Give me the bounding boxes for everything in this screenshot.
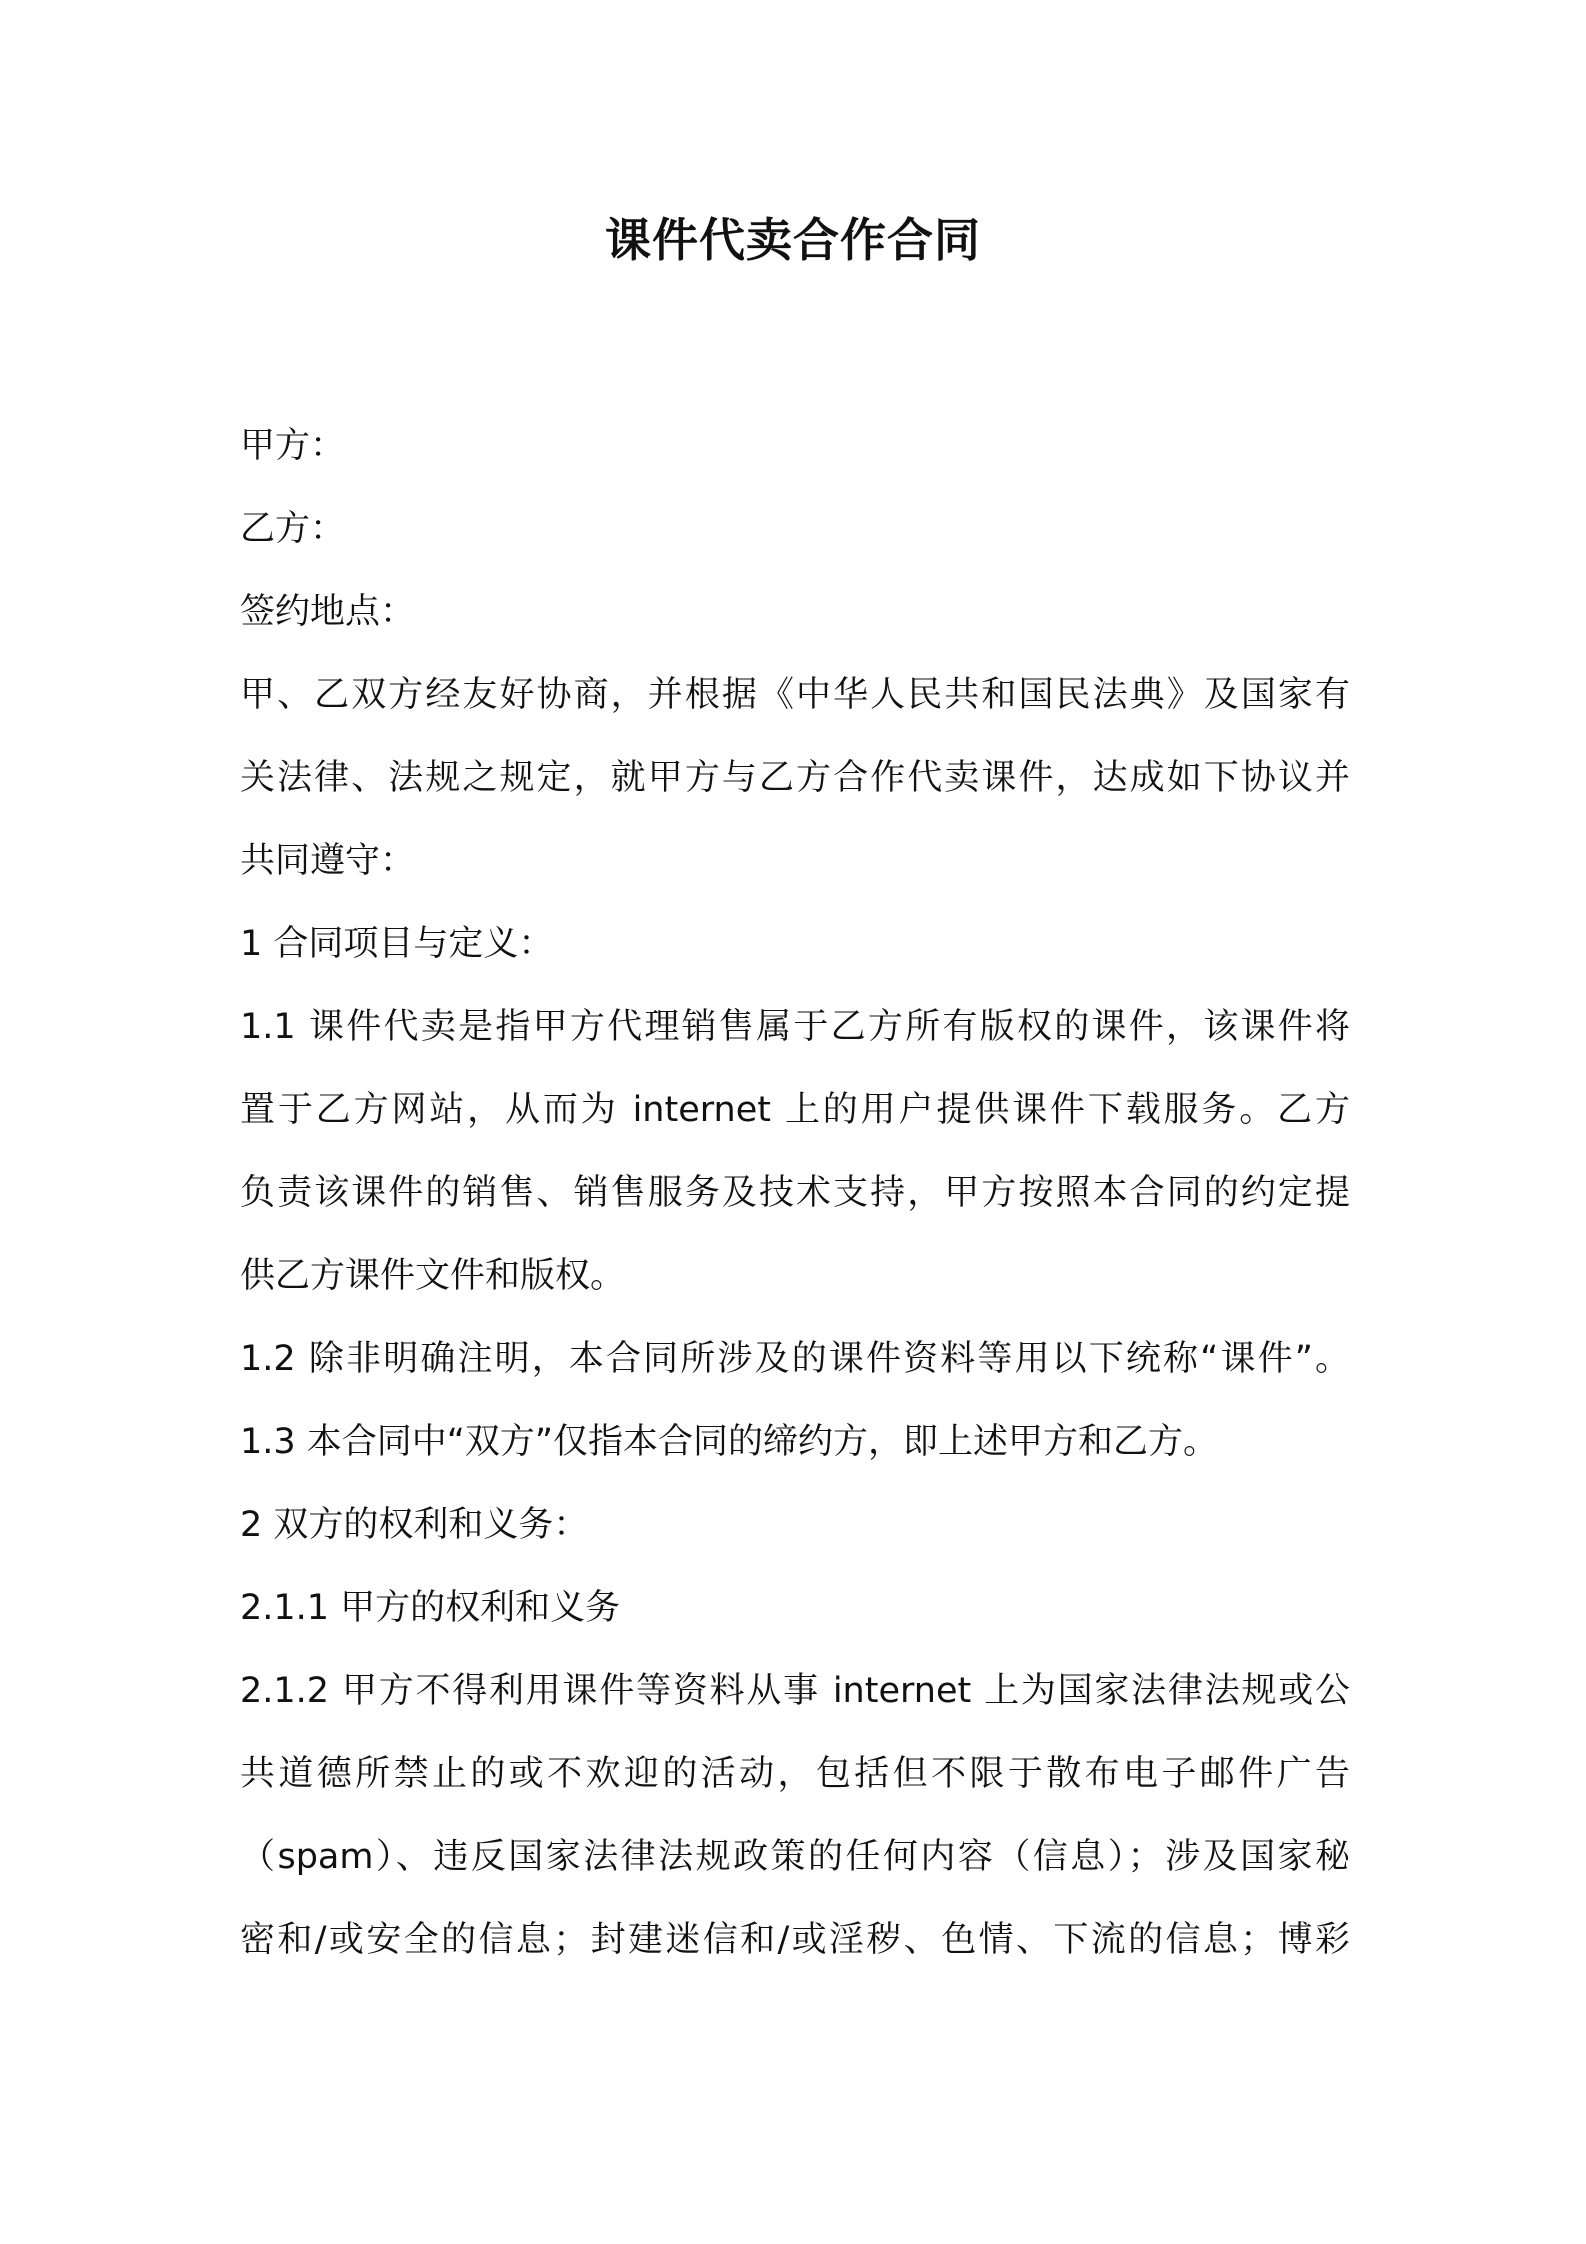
paragraph-line: 密和/或安全的信息；封建迷信和/或淫秽、色情、下流的信息；博彩: [240, 1920, 1350, 1960]
document-body: [240, 405, 1350, 1982]
paragraph-line: 置于乙方网站，从而为 internet 上的用户提供课件下载服务。乙方: [240, 1090, 1350, 1130]
paragraph-line: 2.1.2 甲方不得利用课件等资料从事 internet 上为国家法律法规或公: [240, 1671, 1350, 1711]
paragraph-line: 1.3 本合同中“双方”仅指本合同的缔约方，即上述甲方和乙方。: [240, 1422, 1219, 1462]
paragraph-line: 1.2 除非明确注明，本合同所涉及的课件资料等用以下统称“课件”。: [240, 1339, 1350, 1379]
paragraph-line: 1.1 课件代卖是指甲方代理销售属于乙方所有版权的课件，该课件将: [240, 1007, 1350, 1047]
section-heading: 2 双方的权利和义务：: [240, 1505, 589, 1545]
subsection-heading: 2.1.1 甲方的权利和义务: [240, 1588, 621, 1628]
paragraph-line: 共道德所禁止的或不欢迎的活动，包括但不限于散布电子邮件广告: [240, 1754, 1350, 1794]
paragraph-line: 负责该课件的销售、销售服务及技术支持，甲方按照本合同的约定提: [240, 1173, 1350, 1213]
paragraph-line: 甲、乙双方经友好协商，并根据《中华人民共和国民法典》及国家有: [240, 675, 1350, 715]
signing-place-line: 签约地点：: [240, 592, 416, 632]
paragraph-line: 关法律、法规之规定，就甲方与乙方合作代卖课件，达成如下协议并: [240, 758, 1350, 798]
paragraph-line: 共同遵守：: [240, 841, 416, 881]
party-a-line: 甲方：: [240, 426, 346, 466]
paragraph-line: 供乙方课件文件和版权。: [240, 1256, 626, 1296]
paragraph-line: （spam）、违反国家法律法规政策的任何内容（信息）；涉及国家秘: [240, 1837, 1350, 1877]
section-heading: 1 合同项目与定义：: [240, 924, 554, 964]
document-title: 课件代卖合作合同: [605, 213, 981, 267]
party-b-line: 乙方：: [240, 509, 346, 549]
